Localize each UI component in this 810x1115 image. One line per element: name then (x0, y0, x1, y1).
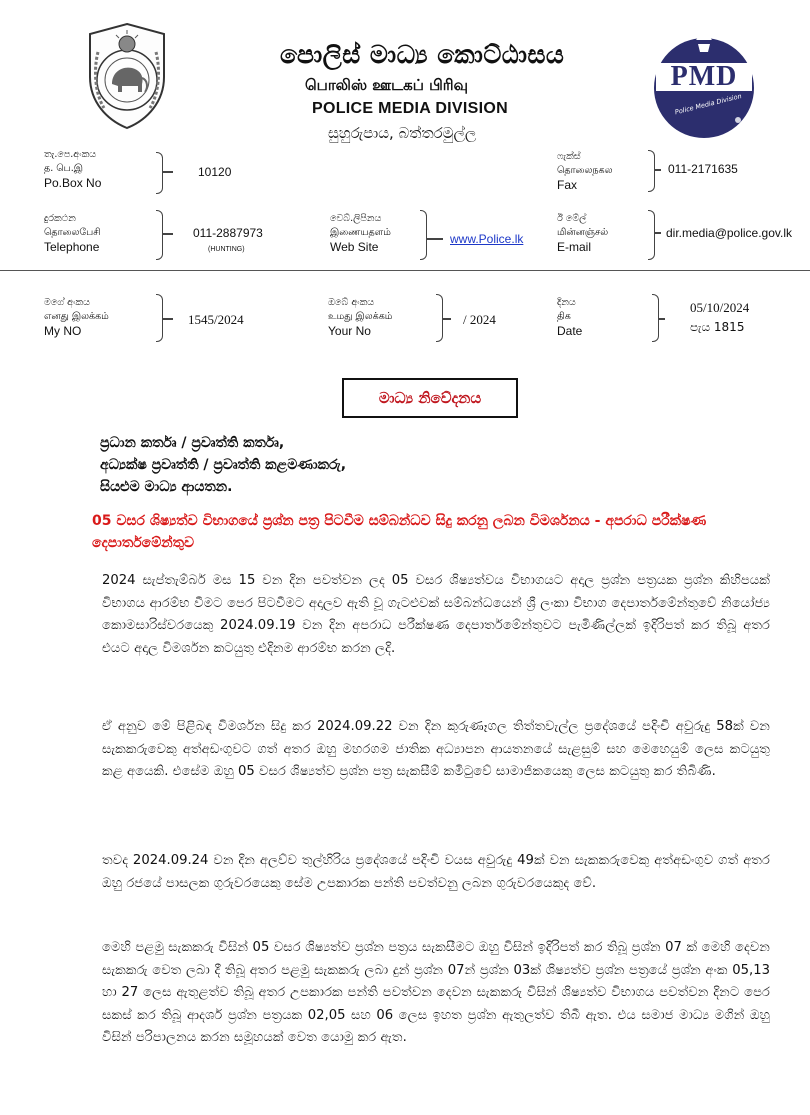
my-no-label: මගේ අංකය எனது இலக்கம் My NO (44, 297, 109, 338)
fax-value: 011-2171635 (668, 162, 738, 176)
notice-title-box (342, 378, 518, 418)
brace (648, 150, 655, 192)
brace-dash (655, 169, 661, 171)
brace (652, 294, 659, 342)
addressee-line: ප්‍රධාන කර්තෘ / ප්‍රවෘත්ති කර්තෘ, (100, 435, 285, 451)
pmd-logo (650, 30, 758, 140)
brace-dash (659, 318, 665, 320)
body-paragraph-4: මෙහි පළමු සැකකරු විසින් 05 වසර ශිෂ්‍යත්ව ප්‍රශ්න පත්‍රය සැකසීමට ඔහු විසින් ඉදිරිපත් කර තිබූ ප්‍රශ්න 07 ක් මෙහි දෙවන සැකකරු වෙත ලබා දී තිබූ අතර පළමු සැකකරු ලබා දුන් ප්‍රශ්න 07න් ප්‍රශ්න 03ක් ශිෂ්‍යත්ව ප්‍රශ්න පත්‍රයේ ප්‍රශ්න අංක 05,13 හා 27 ලෙස ඇතුළත්ව තිබූ අතර උපකාරක පන්ති පවත්වන දෙවන සැකකරු විසින් ශිෂ්‍යත්ව විභාගය පවත්වන දිනට පෙර සකස් කර තිබූ ආදර්ශ ප්‍රශ්න පත්‍රයක 02,05 සහ 06 ලෙස ඉහත ප්‍රශ්න ඇතුලත්ව තිබී ඇත. එය සමාජ මාධ්‍ය මගින් ඔහු විසින් පරිපාලනය කරන සමූහයක් වෙත යොමු කර ඇත. (102, 940, 770, 1045)
brace-dash (163, 233, 173, 235)
notice-title: මාධ්‍ය නිවේදනය (378, 389, 482, 407)
email-value: dir.media@police.gov.lk (666, 226, 793, 240)
subject-heading: 05 වසර ශිෂ්‍යත්ව විභාගයේ ප්‍රශ්න පත්‍ර පිටවීම සම්බන්ධව සිදු කරනු ලබන විමර්ශනය - අපරාධ පරීක්ෂණ දෙපාර්තමේන්තුව (92, 513, 707, 551)
brace-dash (163, 171, 173, 173)
date-value: 05/10/2024 (690, 300, 750, 315)
my-no-value: 1545/2024 (188, 312, 244, 327)
telephone-label: දුරකථන தொலைபேசி Telephone (44, 213, 101, 254)
pobox-label: තැ.පෙ.අංකය த. பெ.இ Po.Box No (44, 149, 102, 190)
email-label: ඊ මේල් மின்னஞ்சல் E-mail (557, 213, 609, 254)
body-paragraph-2: ඒ අනුව මේ පිළිබඳ විමර්ශන සිදු කර 2024.09.22 වන දින කුරුණෑගල තිත්තවැල්ල ප්‍රදේශයේ පදිංචි අවුරුදු 58ක් වන සැකකරුවෙකු අත්අඩංගුවට ගත් අතර ඔහු මහරගම ජාතික අධ්‍යාපන ආයතනයේ සැළසුම් සහ මෙහෙයුම් ලෙස කටයුතු කළ අයෙකි. එසේම ඔහු 05 වසර ශිෂ්‍යත්ව ප්‍රශ්න පත්‍ර සැකසීම් කමිටුවේ සාමාජිකයෙකු ලෙස කටයුතු කර තිබිණි. (102, 719, 770, 779)
website-link[interactable]: www.Police.lk (450, 232, 524, 246)
header-address: සුහුරුපාය, බත්තරමුල්ල (328, 124, 477, 142)
header-divider (0, 270, 810, 271)
brace (420, 210, 427, 260)
date-time: පැය 1815 (690, 320, 745, 334)
body-paragraph-1: 2024 සැප්තැම්බර් මස 15 වන දින පවත්වන ලද 05 වසර ශිෂ්‍යත්වය විභාගයට අදාල ප්‍රශ්න පත්‍රයක ප්‍රශ්න කිහිපයක් විභාගය ආරම්භ වීමට පෙර පිටවීමට අදාලව ඇති වූ ගැටළුවක් සම්බන්ධයෙන් ශ්‍රී ලංකා විභාග දෙපාර්තමේන්තුවේ නියෝජ්‍ය කොමසාරිස්වරයෙකු 2024.09.19 වන දින අපරාධ පරීක්ෂණ දෙපාර්තමේන්තුවට පැමිණිල්ලක් ඉදිරිපත් කර තිබූ අතර එයට අදාල විමර්ශන කටයුතු එදිනම ආරම්භ කරන ලදි. (102, 573, 770, 656)
website-label: වෙබ්.ලිපිනය இணையதளம் Web Site (330, 213, 391, 254)
addressee-line: සියළුම මාධ්‍ය ආයතන. (100, 479, 233, 495)
police-emblem-logo (82, 22, 172, 130)
brace (156, 152, 163, 194)
brace-dash (427, 238, 443, 240)
pmd-logo-subtext: Police Media Division (674, 92, 743, 117)
brace-dash (655, 232, 661, 234)
body-paragraph-3: තවද 2024.09.24 වන දින අලව්ව තුල්හිරිය ප්‍රදේශයේ පදිංචි වයස අවුරුදු 49ක් වන සැකකරුවෙකු අත්අඩංගුව ගත් අතර ඔහු රජයේ පාසලක ගුරුවරයෙකු සේම උපකාරක පන්ති පවත්වනු ලබන ගුරුවරයෙකුද වේ. (102, 853, 770, 891)
brace-dash (163, 318, 173, 320)
brace (648, 210, 655, 260)
pobox-value: 10120 (198, 165, 232, 179)
brace (436, 294, 443, 342)
your-no-label: ඔබේ අංකය உமது இலக்கம் Your No (328, 297, 393, 338)
header-title-tamil: பொலிஸ் ஊடகப் பிரிவு (305, 76, 468, 94)
telephone-value: 011-2887973 (193, 226, 263, 240)
addressee-line: අධ්‍යක්ෂ ප්‍රවෘත්ති / ප්‍රවෘත්ති කළමණාකරු, (100, 457, 347, 473)
your-no-value: / 2024 (463, 312, 496, 327)
addressee-block (100, 432, 346, 498)
header-title-sinhala: පොලිස් මාධ්‍ය කොට්ඨාසය (280, 40, 565, 69)
header-title-english: POLICE MEDIA DIVISION (312, 100, 508, 117)
brace-dash (443, 318, 451, 320)
fax-label: ෆැක්ස් தொலைநகல Fax (557, 151, 613, 192)
telephone-note: (HUNTING) (208, 246, 245, 253)
brace (156, 294, 163, 342)
date-label: දිනය திக Date (557, 297, 583, 338)
brace (156, 210, 163, 260)
pmd-logo-text: PMD (670, 61, 738, 92)
